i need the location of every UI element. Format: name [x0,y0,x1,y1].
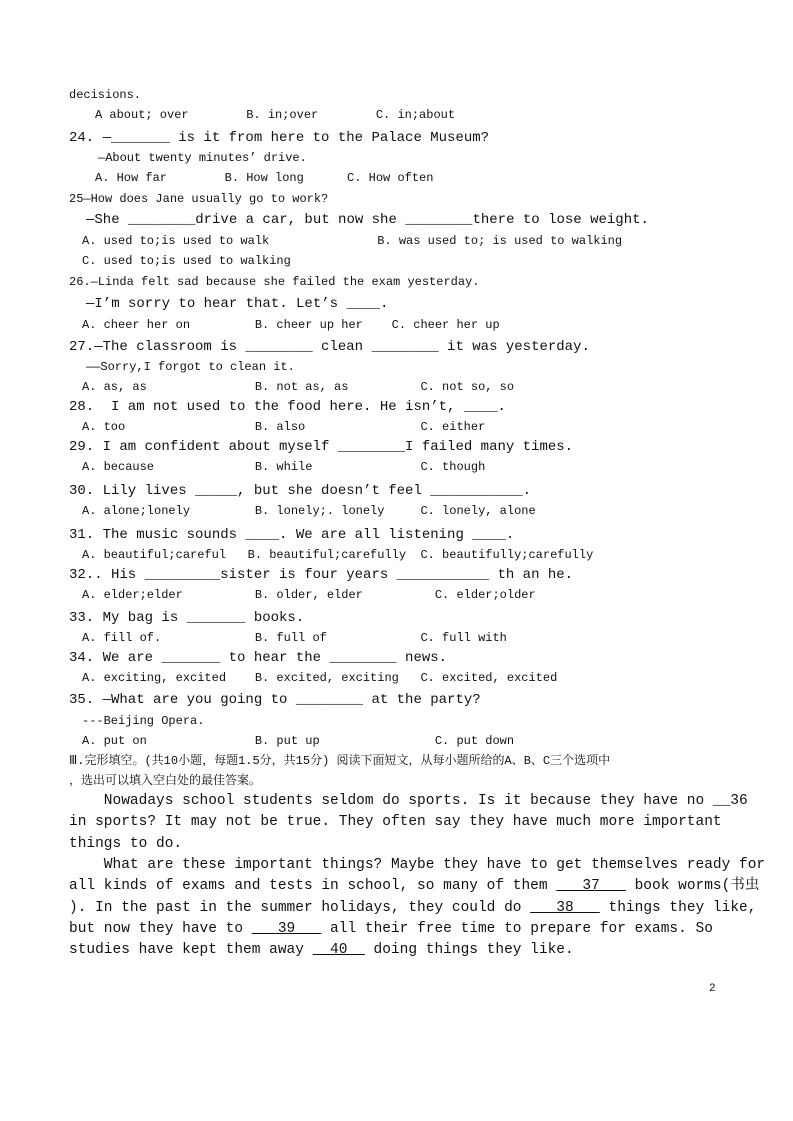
passage-line [69,794,748,809]
passage-line [69,815,722,830]
passage-text: ). In the past in the summer holidays, they could do [69,899,531,916]
text-line: Ⅲ.完形填空。(共10小题，每题1.5分，共15分) 阅读下面短文，从每小题所给的A、B、C三个选项中 [69,754,611,768]
passage-line [69,943,574,958]
passage-text: in sports? It may not be true. They often say they have much more important [69,814,722,831]
text-line: A. used to;is used to walk B. was used to; is used to walking [82,234,623,248]
passage-text: What are these important things? Maybe they have to get themselves ready for [69,856,766,873]
text-line: A. as, as B. not as, as C. not so, so [82,380,515,394]
text-line: A. fill of. B. full of C. full with [82,631,507,645]
text-line: 26.—Linda felt sad because she failed the exam yesterday. [69,275,480,289]
text-line: A. because B. while C. though [82,460,486,474]
text-line: A. cheer her on B. cheer up her C. cheer her up [82,318,500,332]
text-line: A. too B. also C. either [82,420,486,434]
passage-text: doing things they like. [364,942,574,959]
text-line: A about; over B. in;over C. in;about [95,108,456,122]
text-line: 24. —_______ is it from here to the Palace Museum? [69,130,490,146]
page-number: 2 [709,983,716,995]
text-line: 30. Lily lives _____, but she doesn’t feel ___________. [69,483,532,499]
passage-text: studies have kept them away [69,942,313,959]
passage-text: book worms(书虫 [625,878,760,895]
blank-number: 37 [556,878,626,895]
blank-number: 38 [530,899,600,916]
text-line: A. elder;elder B. older, elder C. elder;older [82,588,536,602]
text-line: C. used to;is used to walking [82,254,291,268]
text-line: A. put on B. put up C. put down [82,734,515,748]
passage-text: things they like, [599,899,757,916]
text-line: 33. My bag is _______ books. [69,610,305,626]
text-line: 34. We are _______ to hear the ________ news. [69,650,448,666]
passage-line [69,879,759,894]
text-line: —About twenty minutes’ drive. [98,151,307,165]
text-line: —She ________drive a car, but now she ________there to lose weight. [86,212,649,228]
text-line: decisions. [69,88,142,102]
text-line: —I’m sorry to hear that. Let’s ____. [86,296,389,312]
text-line: 28. I am not used to the food here. He isn’t, ____. [69,399,506,415]
text-line: 27.—The classroom is ________ clean ________ it was yesterday. [69,339,590,355]
text-line: 25—How does Jane usually go to work? [69,192,329,206]
blank-number: 39 [251,920,322,937]
text-line: ——Sorry,I forgot to clean it. [86,360,295,374]
text-line: 31. The music sounds ____. We are all listening ____. [69,527,515,543]
passage-text: all kinds of exams and tests in school, so many of them [69,878,557,895]
passage-line [69,837,182,852]
text-line: A. exciting, excited B. excited, exciting C. excited, excited [82,671,558,685]
passage-line [69,858,765,873]
passage-text: all their free time to prepare for exams. So [321,920,713,937]
passage-line [69,922,713,937]
text-line: 35. —What are you going to ________ at the party? [69,692,481,708]
text-line: ---Beijing Opera. [82,714,205,728]
passage-line [69,901,756,916]
text-line: 29. I am confident about myself ________I failed many times. [69,439,574,455]
passage-text: Nowadays school students seldom do sports. Is it because they have no __36 [69,793,748,809]
passage-text: things to do. [69,835,183,852]
text-line: A. beautiful;careful B. beautiful;carefully C. beautifully;carefully [82,548,594,562]
text-line: A. How far B. How long C. How often [95,171,434,185]
text-line: A. alone;lonely B. lonely;. lonely C. lonely, alone [82,504,536,518]
blank-number: 40 [312,942,365,959]
text-line: ，选出可以填入空白处的最佳答案。 [69,774,262,788]
passage-text: but now they have to [69,920,252,937]
text-line: 32.. His _________sister is four years ___________ th an he. [69,567,574,583]
